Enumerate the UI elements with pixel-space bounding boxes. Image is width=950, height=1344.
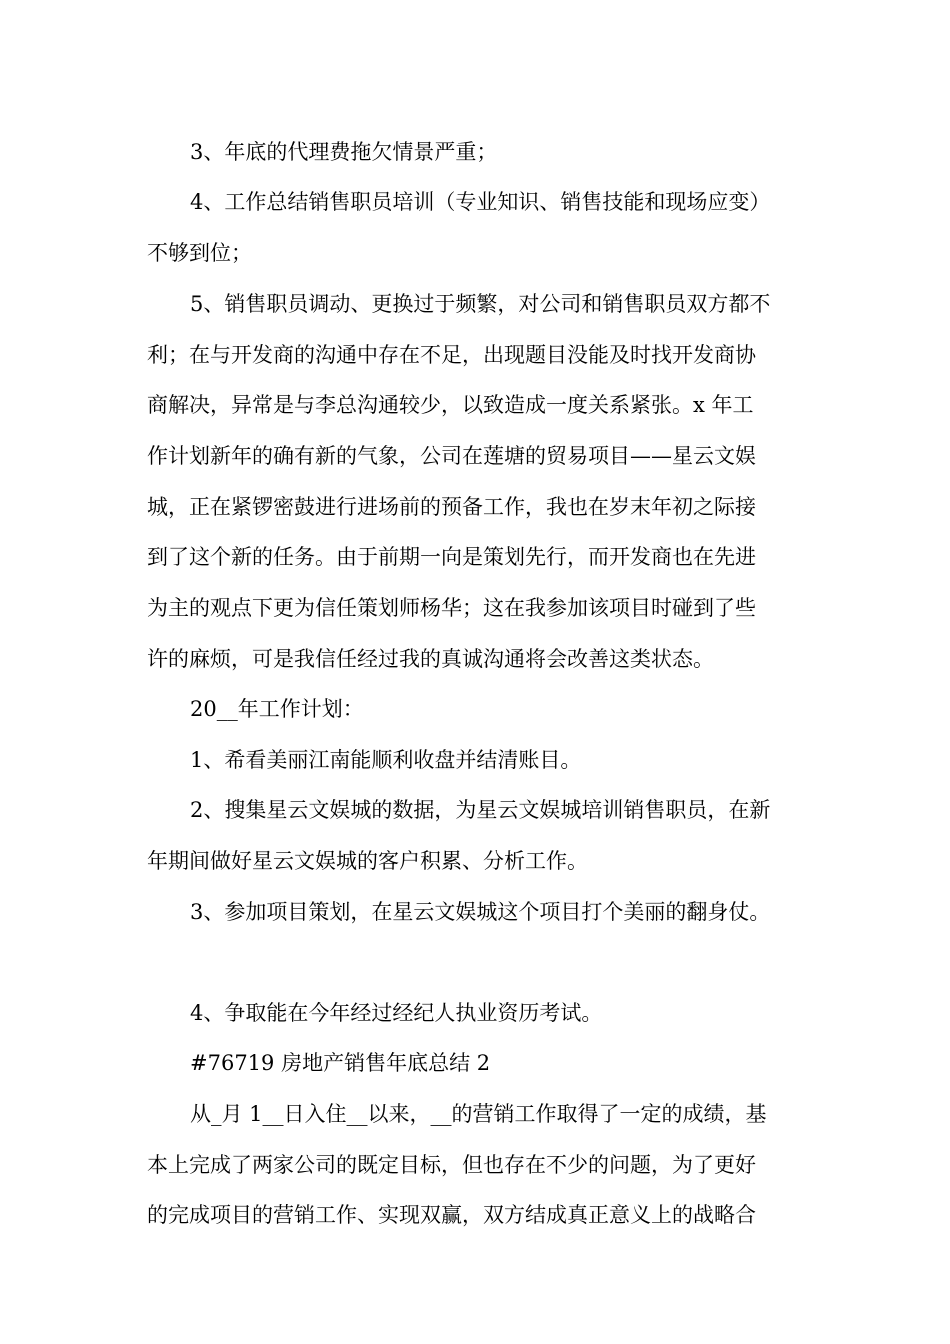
- text-line: 从_月 1__日入住__以来，__的营销工作取得了一定的成绩，基: [190, 1102, 767, 1126]
- document-title: #76719 房地产销售年底总结 2: [190, 1051, 491, 1075]
- text-line: 年期间做好星云文娱城的客户积累、分析工作。: [147, 849, 588, 873]
- list-item: 1、希看美丽江南能顺利收盘并结清账目。: [190, 748, 582, 772]
- text-line: 到了这个新的任务。由于前期一向是策划先行，而开发商也在先进: [147, 545, 756, 569]
- text-line: 不够到位；: [147, 241, 252, 265]
- text-line: 商解决，异常是与李总沟通较少，以致造成一度关系紧张。x 年工: [147, 393, 754, 417]
- text-line: 5、销售职员调动、更换过于频繁，对公司和销售职员双方都不: [190, 292, 771, 316]
- section-heading: 20__年工作计划：: [190, 697, 364, 721]
- text-line: 许的麻烦，可是我信任经过我的真诚沟通将会改善这类状态。: [147, 647, 714, 671]
- list-item: 3、参加项目策划，在星云文娱城这个项目打个美丽的翻身仗。: [190, 900, 771, 924]
- text-line: 城，正在紧锣密鼓进行进场前的预备工作，我也在岁末年初之际接: [147, 495, 756, 519]
- text-line: 4、工作总结销售职员培训（专业知识、销售技能和现场应变）: [190, 190, 771, 214]
- text-line: 作计划新年的确有新的气象，公司在莲塘的贸易项目——星云文娱: [147, 444, 756, 468]
- text-line: 的完成项目的营销工作、实现双赢，双方结成真正意义上的战略合: [147, 1203, 756, 1227]
- list-item: 4、争取能在今年经过经纪人执业资历考试。: [190, 1001, 603, 1025]
- text-line: 为主的观点下更为信任策划师杨华；这在我参加该项目时碰到了些: [147, 596, 756, 620]
- text-line: 3、年底的代理费拖欠情景严重；: [190, 140, 498, 164]
- text-line: 利；在与开发商的沟通中存在不足，出现题目没能及时找开发商协: [147, 343, 756, 367]
- list-item: 2、搜集星云文娱城的数据，为星云文娱城培训销售职员，在新: [190, 798, 771, 822]
- text-line: 本上完成了两家公司的既定目标，但也存在不少的问题，为了更好: [147, 1153, 756, 1177]
